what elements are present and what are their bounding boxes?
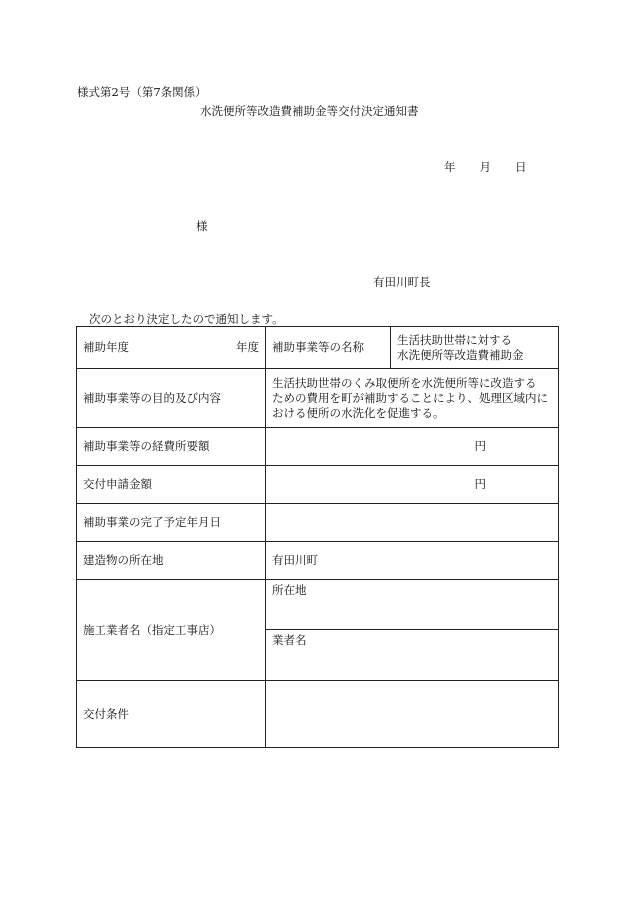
contractor-fields bbox=[266, 580, 559, 681]
table-row bbox=[77, 369, 559, 428]
purpose-label: 補助事業等の目的及び内容 bbox=[77, 369, 266, 428]
document-title: 水洗便所等改造費補助金等交付決定通知書 bbox=[200, 104, 419, 118]
table-row bbox=[77, 681, 559, 748]
date-month: 月 bbox=[479, 160, 491, 174]
conditions-field bbox=[266, 681, 559, 748]
form-number-label: 様式第2号（第7条関係） bbox=[77, 85, 207, 99]
date-day: 日 bbox=[515, 160, 527, 174]
project-name-label: 補助事業等の名称 bbox=[266, 327, 391, 369]
table-row bbox=[77, 428, 559, 466]
decision-table bbox=[76, 326, 559, 748]
addressee-suffix: 様 bbox=[196, 219, 208, 233]
table-row bbox=[77, 580, 559, 681]
contractor-address-label: 所在地 bbox=[272, 583, 307, 597]
cost-label: 補助事業等の経費所要額 bbox=[77, 428, 266, 466]
subsidy-year-label: 補助年度 bbox=[77, 327, 166, 369]
building-location-label: 建造物の所在地 bbox=[77, 542, 266, 580]
project-name-value bbox=[391, 327, 559, 369]
project-name-line: 水洗便所等改造費補助金 bbox=[397, 347, 524, 362]
applied-amount-label: 交付申請金額 bbox=[77, 466, 266, 504]
completion-date-field bbox=[266, 504, 559, 542]
conditions-label: 交付条件 bbox=[77, 681, 266, 748]
contractor-address-field bbox=[266, 580, 558, 630]
table-row bbox=[77, 542, 559, 580]
building-location-value: 有田川町 bbox=[266, 542, 559, 580]
table-row bbox=[77, 327, 559, 369]
cost-value-field: 円 bbox=[266, 428, 559, 466]
purpose-line: ための費用を町が補助することにより、処理区域内に bbox=[272, 390, 548, 405]
purpose-line: 生活扶助世帯のくみ取便所を水洗便所等に改造する bbox=[272, 375, 537, 390]
subsidy-year-unit: 年度 bbox=[166, 327, 266, 369]
date-line bbox=[444, 159, 527, 175]
table-row bbox=[77, 466, 559, 504]
sender-name: 有田川町長 bbox=[373, 275, 431, 289]
table-row bbox=[77, 504, 559, 542]
intro-text: 次のとおり決定したので通知します。 bbox=[89, 312, 284, 326]
contractor-name-label: 業者名 bbox=[272, 633, 307, 647]
date-year: 年 bbox=[444, 160, 456, 174]
purpose-value bbox=[266, 369, 559, 428]
project-name-line: 生活扶助世帯に対する bbox=[397, 332, 512, 347]
purpose-line: おける便所の水洗化を促進する。 bbox=[272, 405, 445, 420]
completion-date-label: 補助事業の完了予定年月日 bbox=[77, 504, 266, 542]
contractor-label: 施工業者名（指定工事店） bbox=[77, 580, 266, 681]
contractor-name-field bbox=[266, 630, 558, 680]
applied-amount-field: 円 bbox=[266, 466, 559, 504]
